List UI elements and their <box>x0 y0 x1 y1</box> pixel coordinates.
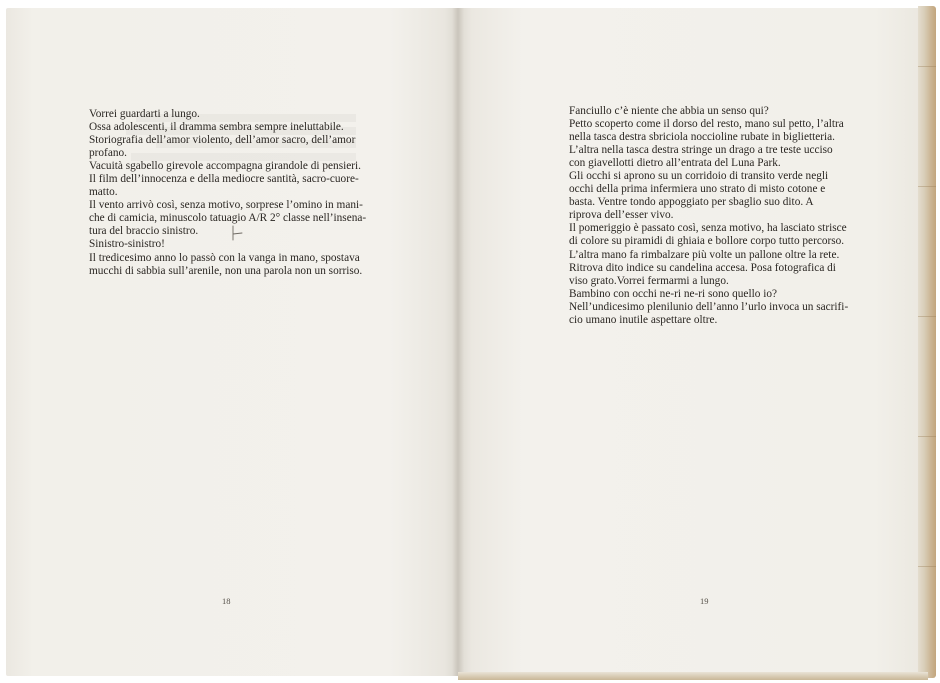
text-line: riprova dell’esser vivo. <box>569 209 674 222</box>
text-line: basta. Ventre tondo appoggiato per sbaglio suo dito. A <box>569 196 814 209</box>
text-line: Vorrei guardarti a lungo. <box>89 108 200 120</box>
text-line: L’altra mano fa rimbalzare più volte un pallone oltre la rete. <box>569 248 840 261</box>
text-line: di colore su piramidi di ghiaia e bollore corpo tutto percorso. <box>569 235 845 248</box>
text-line: con giavellotti dietro all’entrata del Luna Park. <box>569 157 781 170</box>
text-line: Bambino con occhi ne-ri ne-ri sono quello io? <box>569 287 777 300</box>
text-line: Ritrova dito indice su candelina accesa. Posa fotografica di <box>569 261 836 274</box>
text-line: che di camicia, minuscolo tatuagio A/R 2° classe nell’insena- <box>89 212 367 225</box>
text-line: L’altra nella tasca destra stringe un drago a tre teste ucciso <box>569 144 833 157</box>
text-line: occhi della prima infermiera uno strato di misto cotone e <box>569 183 826 196</box>
text-line: Petto scoperto come il dorso del resto, mano sul petto, l’altra <box>569 118 844 131</box>
text-line: mucchi di sabbia sull’arenile, non una parola non un sorriso. <box>89 264 363 277</box>
text-line: matto. <box>89 186 118 199</box>
text-line: Il vento arrivò così, senza motivo, sorprese l’omino in mani- <box>89 199 363 212</box>
page-number-left: 18 <box>222 596 231 606</box>
page-bottom-edge <box>458 672 928 680</box>
text-line: Il tredicesimo anno lo passò con la vanga in mano, spostava <box>89 251 360 264</box>
text-line: Sinistro-sinistro! <box>89 238 165 251</box>
pencil-mark <box>226 225 250 241</box>
page-fore-edge <box>918 6 936 678</box>
left-page-text <box>89 108 366 278</box>
right-page-text <box>569 105 848 327</box>
page-number-right: 19 <box>700 596 709 606</box>
text-line: Gli occhi si aprono su un corridoio di transito verde negli <box>569 170 829 183</box>
text-line: Il film dell’innocenza e della mediocre santità, sacro-cuore- <box>89 173 359 186</box>
text-line: Fanciullo c’è niente che abbia un senso qui? <box>569 105 769 117</box>
text-line: Ossa adolescenti, il dramma sembra sempre ineluttabile. <box>89 121 344 134</box>
text-line: profano. <box>89 147 127 160</box>
text-line: Storiografia dell’amor violento, dell’amor sacro, dell’amor <box>89 134 356 147</box>
text-line: viso grato.Vorrei fermarmi a lungo. <box>569 274 729 287</box>
text-line: Vacuità sgabello girevole accompagna girandole di pensieri. <box>89 160 361 173</box>
text-line: nella tasca destra sbriciola noccioline rubate in biglietteria. <box>569 131 835 144</box>
text-line: Nell’undicesimo plenilunio dell’anno l’urlo invoca un sacrifi- <box>569 300 849 313</box>
text-line: cio umano inutile aspettare oltre. <box>569 313 718 326</box>
book-gutter <box>452 8 464 676</box>
text-line: Il pomeriggio è passato così, senza motivo, ha lasciato strisce <box>569 222 847 235</box>
text-line: tura del braccio sinistro. <box>89 225 199 238</box>
